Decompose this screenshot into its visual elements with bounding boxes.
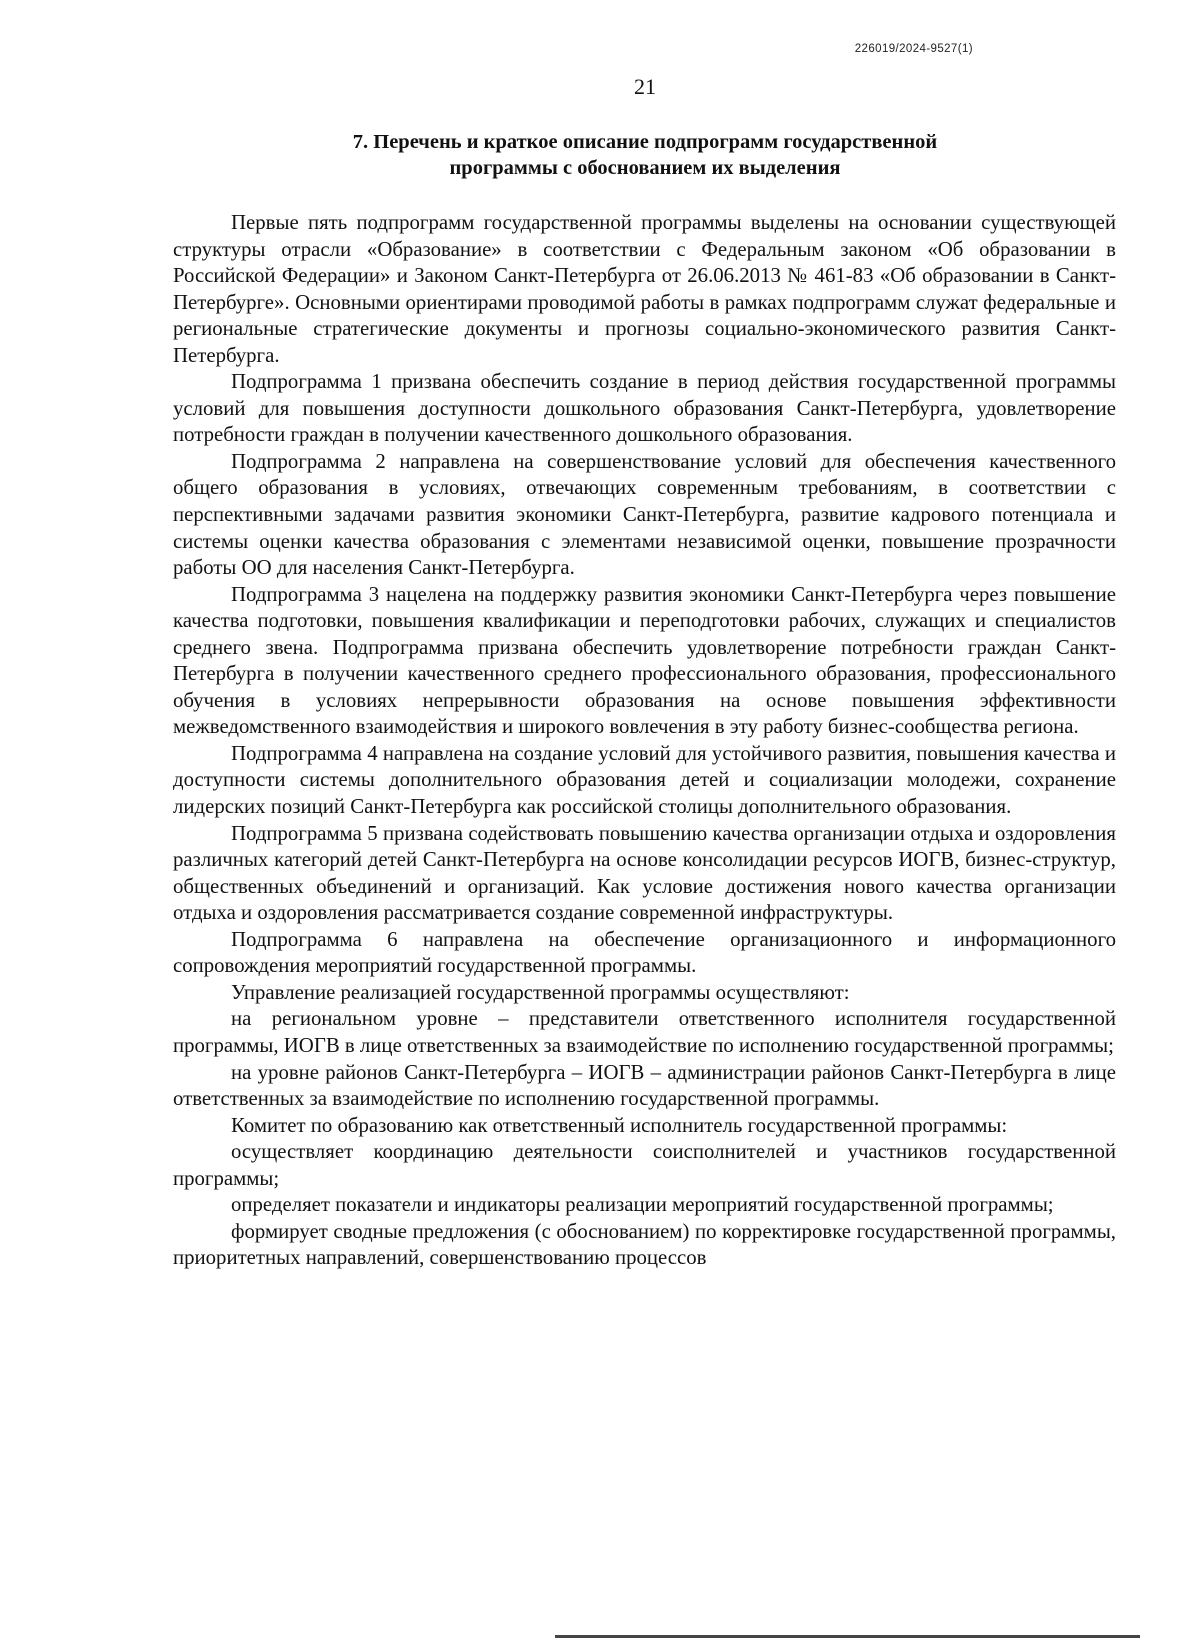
paragraph-subprogram-2: Подпрограмма 2 направлена на совершенствование условий для обеспечения качественного общего образования в условиях, отвечающих современным требованиям, в соответствии с перспективными задачами развития экономики Санкт-Петербурга, развитие кадрового потенциала и системы оценки качества образования с элементами независимой оценки, повышение прозрачности работы ОО для населения Санкт-Петербурга. bbox=[173, 449, 1116, 580]
body-text bbox=[173, 210, 1116, 1272]
paragraph-subprogram-3: Подпрограмма 3 нацелена на поддержку развития экономики Санкт-Петербурга через повышение качества подготовки, повышения квалификации и переподготовки рабочих, служащих и специалистов среднего звена. Подпрограмма призвана обеспечить удовлетворение потребности граждан Санкт-Петербурга в получении качественного среднего профессионального образования, профессионального обучения в условиях непрерывности образования на основе повышения эффективности межведомственного взаимодействия и широкого вовлечения в эту работу бизнес-сообщества региона. bbox=[173, 582, 1116, 739]
document-id: 226019/2024-9527(1) bbox=[854, 43, 973, 55]
page-number: 21 bbox=[634, 74, 656, 99]
paragraph-subprogram-1: Подпрограмма 1 призвана обеспечить создание в период действия государственной программы условий для повышения доступности дошкольного образования Санкт-Петербурга, удовлетворение потребности граждан в получении качественного дошкольного образования. bbox=[173, 370, 1116, 447]
paragraph-intro: Первые пять подпрограмм государственной программы выделены на основании существующей структуры отрасли «Образование» в соответствии с Федеральным законом «Об образовании в Российской Федерации» и Законом Санкт-Петербурга от 26.06.2013 № 461-83 «Об образовании в Санкт-Петербурге». Основными ориентирами проводимой работы в рамках подпрограмм служат федеральные и региональные стратегические документы и прогнозы социально-экономического развития Санкт-Петербурга. bbox=[173, 211, 1116, 367]
paragraph-district-level: на уровне районов Санкт-Петербурга – ИОГВ – администрации районов Санкт-Петербурга в лице ответственных за взаимодействие по исполнению государственной программы. bbox=[173, 1060, 1116, 1111]
section-title-line-2: программы с обоснованием их выделения bbox=[449, 157, 841, 179]
paragraph-subprogram-6: Подпрограмма 6 направлена на обеспечение организационного и информационного сопровождения мероприятий государственной программы. bbox=[173, 927, 1116, 978]
section-title-line-1: 7. Перечень и краткое описание подпрограмм государственной bbox=[352, 131, 938, 153]
section-title bbox=[0, 129, 1200, 181]
paragraph-proposals: формирует сводные предложения (с обоснованием) по корректировке государственной программы, приоритетных направлений, совершенствованию процессов bbox=[173, 1219, 1116, 1270]
paragraph-subprogram-5: Подпрограмма 5 призвана содействовать повышению качества организации отдыха и оздоровления различных категорий детей Санкт-Петербурга на основе консолидации ресурсов ИОГВ, бизнес-структур, общественных объединений и организаций. Как условие достижения нового качества организации отдыха и оздоровления рассматривается создание современной инфраструктуры. bbox=[173, 821, 1116, 925]
paragraph-subprogram-4: Подпрограмма 4 направлена на создание условий для устойчивого развития, повышения качества и доступности системы дополнительного образования детей и социализации молодежи, сохранение лидерских позиций Санкт-Петербурга как российской столицы дополнительного образования. bbox=[173, 741, 1116, 819]
paragraph-coordination: осуществляет координацию деятельности соисполнителей и участников государственной программы; bbox=[173, 1140, 1116, 1190]
paragraph-management-intro: Управление реализацией государственной программы осуществляют: bbox=[231, 980, 850, 1004]
bottom-scan-edge bbox=[555, 1635, 1140, 1638]
paragraph-indicators: определяет показатели и индикаторы реализации мероприятий государственной программы; bbox=[231, 1193, 1054, 1217]
paragraph-regional-level: на региональном уровне – представители ответственного исполнителя государственной программы, ИОГВ в лице ответственных за взаимодействие по исполнению государственной программы; bbox=[173, 1007, 1116, 1057]
paragraph-committee-intro: Комитет по образованию как ответственный исполнитель государственной программы: bbox=[231, 1113, 1008, 1137]
